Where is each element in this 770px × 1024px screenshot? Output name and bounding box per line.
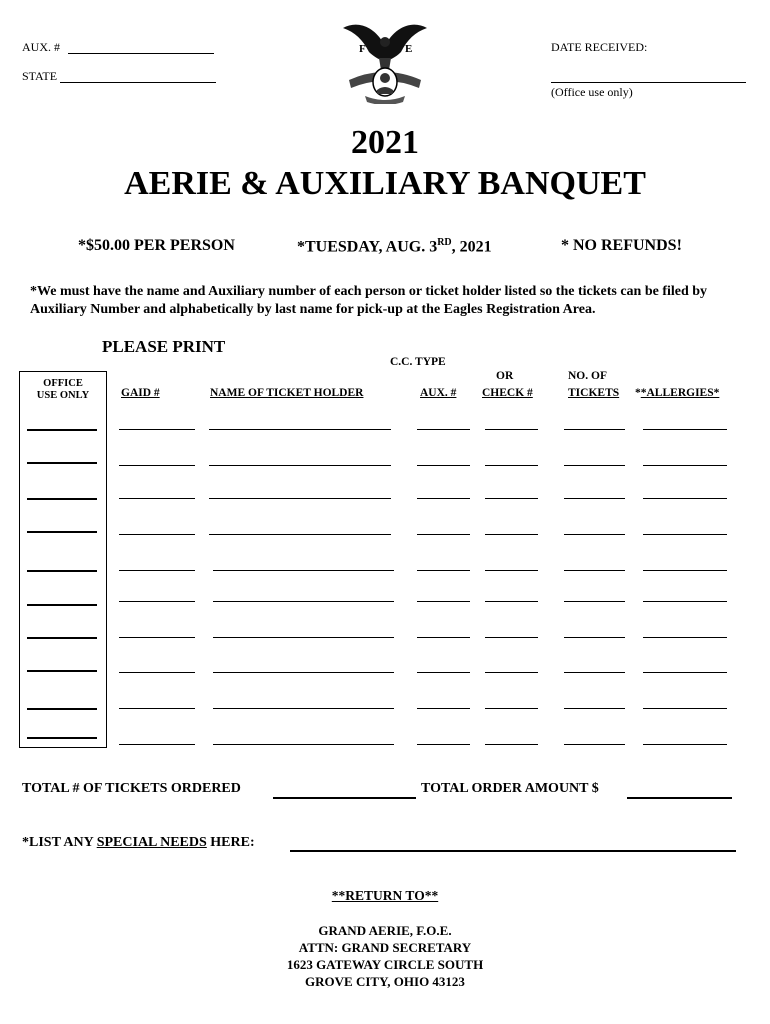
- logo-letter-f: F: [359, 43, 366, 55]
- date-received-field[interactable]: [551, 82, 746, 83]
- aux-label: AUX. #: [22, 40, 60, 54]
- check-number-field[interactable]: [485, 601, 538, 602]
- gaid-field[interactable]: [119, 498, 195, 499]
- office-use-field[interactable]: [27, 429, 97, 431]
- allergies-field[interactable]: [643, 465, 727, 466]
- special-needs-label: *LIST ANY SPECIAL NEEDS HERE:: [22, 835, 255, 850]
- no-refunds-text: * NO REFUNDS!: [561, 237, 682, 254]
- office-use-field[interactable]: [27, 708, 97, 710]
- page-title: AERIE & AUXILIARY BANQUET: [124, 165, 646, 202]
- check-number-field[interactable]: [485, 534, 538, 535]
- tickets-field[interactable]: [564, 708, 625, 709]
- office-use-field[interactable]: [27, 637, 97, 639]
- aux-number-field[interactable]: [417, 570, 470, 571]
- tickets-field[interactable]: [564, 672, 625, 673]
- check-number-field[interactable]: [485, 429, 538, 430]
- allergies-field[interactable]: [643, 637, 727, 638]
- return-address-line: 1623 GATEWAY CIRCLE SOUTH: [286, 957, 484, 972]
- allergies-field[interactable]: [643, 708, 727, 709]
- check-number-field[interactable]: [485, 708, 538, 709]
- office-use-field[interactable]: [27, 498, 97, 500]
- check-number-field[interactable]: [485, 570, 538, 571]
- allergies-field[interactable]: [643, 498, 727, 499]
- title-year: 2021: [351, 124, 419, 161]
- aux-number-field[interactable]: [417, 601, 470, 602]
- allergies-field[interactable]: [643, 534, 727, 535]
- aux-number-field[interactable]: [417, 637, 470, 638]
- cc-type-header: C.C. TYPE: [390, 356, 446, 368]
- tickets-field[interactable]: [564, 429, 625, 430]
- check-number-header: CHECK #: [482, 387, 533, 399]
- name-field[interactable]: [213, 672, 394, 673]
- aux-number-field[interactable]: [68, 53, 214, 54]
- allergies-field[interactable]: [643, 429, 727, 430]
- total-tickets-label: TOTAL # OF TICKETS ORDERED: [22, 781, 241, 796]
- office-use-label: OFFICE USE ONLY: [36, 378, 90, 401]
- aux-number-field[interactable]: [417, 429, 470, 430]
- name-field[interactable]: [209, 498, 391, 499]
- office-use-field[interactable]: [27, 670, 97, 672]
- gaid-field[interactable]: [119, 534, 195, 535]
- gaid-field[interactable]: [119, 429, 195, 430]
- special-needs-field[interactable]: [290, 850, 736, 852]
- aux-number-field[interactable]: [417, 708, 470, 709]
- name-field[interactable]: [209, 534, 391, 535]
- check-number-field[interactable]: [485, 637, 538, 638]
- allergies-field[interactable]: [643, 601, 727, 602]
- gaid-field[interactable]: [119, 637, 195, 638]
- gaid-field[interactable]: [119, 570, 195, 571]
- event-date: *TUESDAY, AUG. 3RD, 2021: [297, 237, 492, 256]
- gaid-field[interactable]: [119, 744, 195, 745]
- total-tickets-field[interactable]: [273, 797, 416, 799]
- return-address-line: GRAND AERIE, F.O.E.: [318, 923, 452, 938]
- gaid-field[interactable]: [119, 465, 195, 466]
- check-number-field[interactable]: [485, 498, 538, 499]
- ticket-holder-name-header: NAME OF TICKET HOLDER: [210, 387, 364, 399]
- tickets-field[interactable]: [564, 744, 625, 745]
- name-field[interactable]: [213, 637, 394, 638]
- return-address-line: GROVE CITY, OHIO 43123: [305, 974, 465, 989]
- return-to-heading: **RETURN TO**: [331, 888, 439, 903]
- name-field[interactable]: [213, 601, 394, 602]
- gaid-field[interactable]: [119, 672, 195, 673]
- tickets-header: TICKETS: [568, 387, 620, 399]
- date-received-label: DATE RECEIVED:: [551, 40, 648, 54]
- office-use-box: [19, 371, 107, 748]
- please-print-label: PLEASE PRINT: [102, 337, 226, 356]
- tickets-field[interactable]: [564, 498, 625, 499]
- office-use-field[interactable]: [27, 570, 97, 572]
- tickets-field[interactable]: [564, 601, 625, 602]
- check-number-field[interactable]: [485, 744, 538, 745]
- name-field[interactable]: [213, 570, 394, 571]
- logo-letter-e: E: [405, 43, 413, 55]
- state-field[interactable]: [60, 82, 216, 83]
- state-label: STATE: [22, 69, 58, 83]
- check-number-field[interactable]: [485, 672, 538, 673]
- check-number-field[interactable]: [485, 465, 538, 466]
- aux-number-field[interactable]: [417, 465, 470, 466]
- office-use-field[interactable]: [27, 604, 97, 606]
- allergies-field[interactable]: [643, 570, 727, 571]
- name-field[interactable]: [209, 465, 391, 466]
- gaid-field[interactable]: [119, 601, 195, 602]
- tickets-field[interactable]: [564, 570, 625, 571]
- office-use-field[interactable]: [27, 531, 97, 533]
- allergies-field[interactable]: [643, 672, 727, 673]
- eagle-emblem-logo: [335, 18, 435, 104]
- price-text: *$50.00 PER PERSON: [78, 237, 235, 254]
- name-field[interactable]: [213, 708, 394, 709]
- allergies-header: **ALLERGIES*: [635, 387, 720, 399]
- tickets-field[interactable]: [564, 534, 625, 535]
- return-address-line: ATTN: GRAND SECRETARY: [298, 940, 472, 955]
- or-header: OR: [496, 370, 514, 382]
- name-field[interactable]: [213, 744, 394, 745]
- aux-number-header: AUX. #: [420, 387, 457, 399]
- name-field[interactable]: [209, 429, 391, 430]
- office-use-field[interactable]: [27, 462, 97, 464]
- aux-number-field[interactable]: [417, 534, 470, 535]
- gaid-header: GAID #: [121, 387, 160, 399]
- tickets-field[interactable]: [564, 465, 625, 466]
- aux-number-field[interactable]: [417, 498, 470, 499]
- total-amount-label: TOTAL ORDER AMOUNT $: [421, 781, 599, 796]
- office-use-field[interactable]: [27, 737, 97, 739]
- no-of-header: NO. OF: [568, 370, 607, 382]
- gaid-field[interactable]: [119, 708, 195, 709]
- total-amount-field[interactable]: [627, 797, 732, 799]
- instruction-note: *We must have the name and Auxiliary number of each person or ticket holder listed so the tickets can be filed by Auxiliary Number and alphabetically by last name for pick-up at the Eagles Registration Area.: [30, 284, 708, 317]
- tickets-field[interactable]: [564, 637, 625, 638]
- aux-number-field[interactable]: [417, 672, 470, 673]
- aux-number-field[interactable]: [417, 744, 470, 745]
- allergies-field[interactable]: [643, 744, 727, 745]
- office-use-note: (Office use only): [551, 85, 633, 99]
